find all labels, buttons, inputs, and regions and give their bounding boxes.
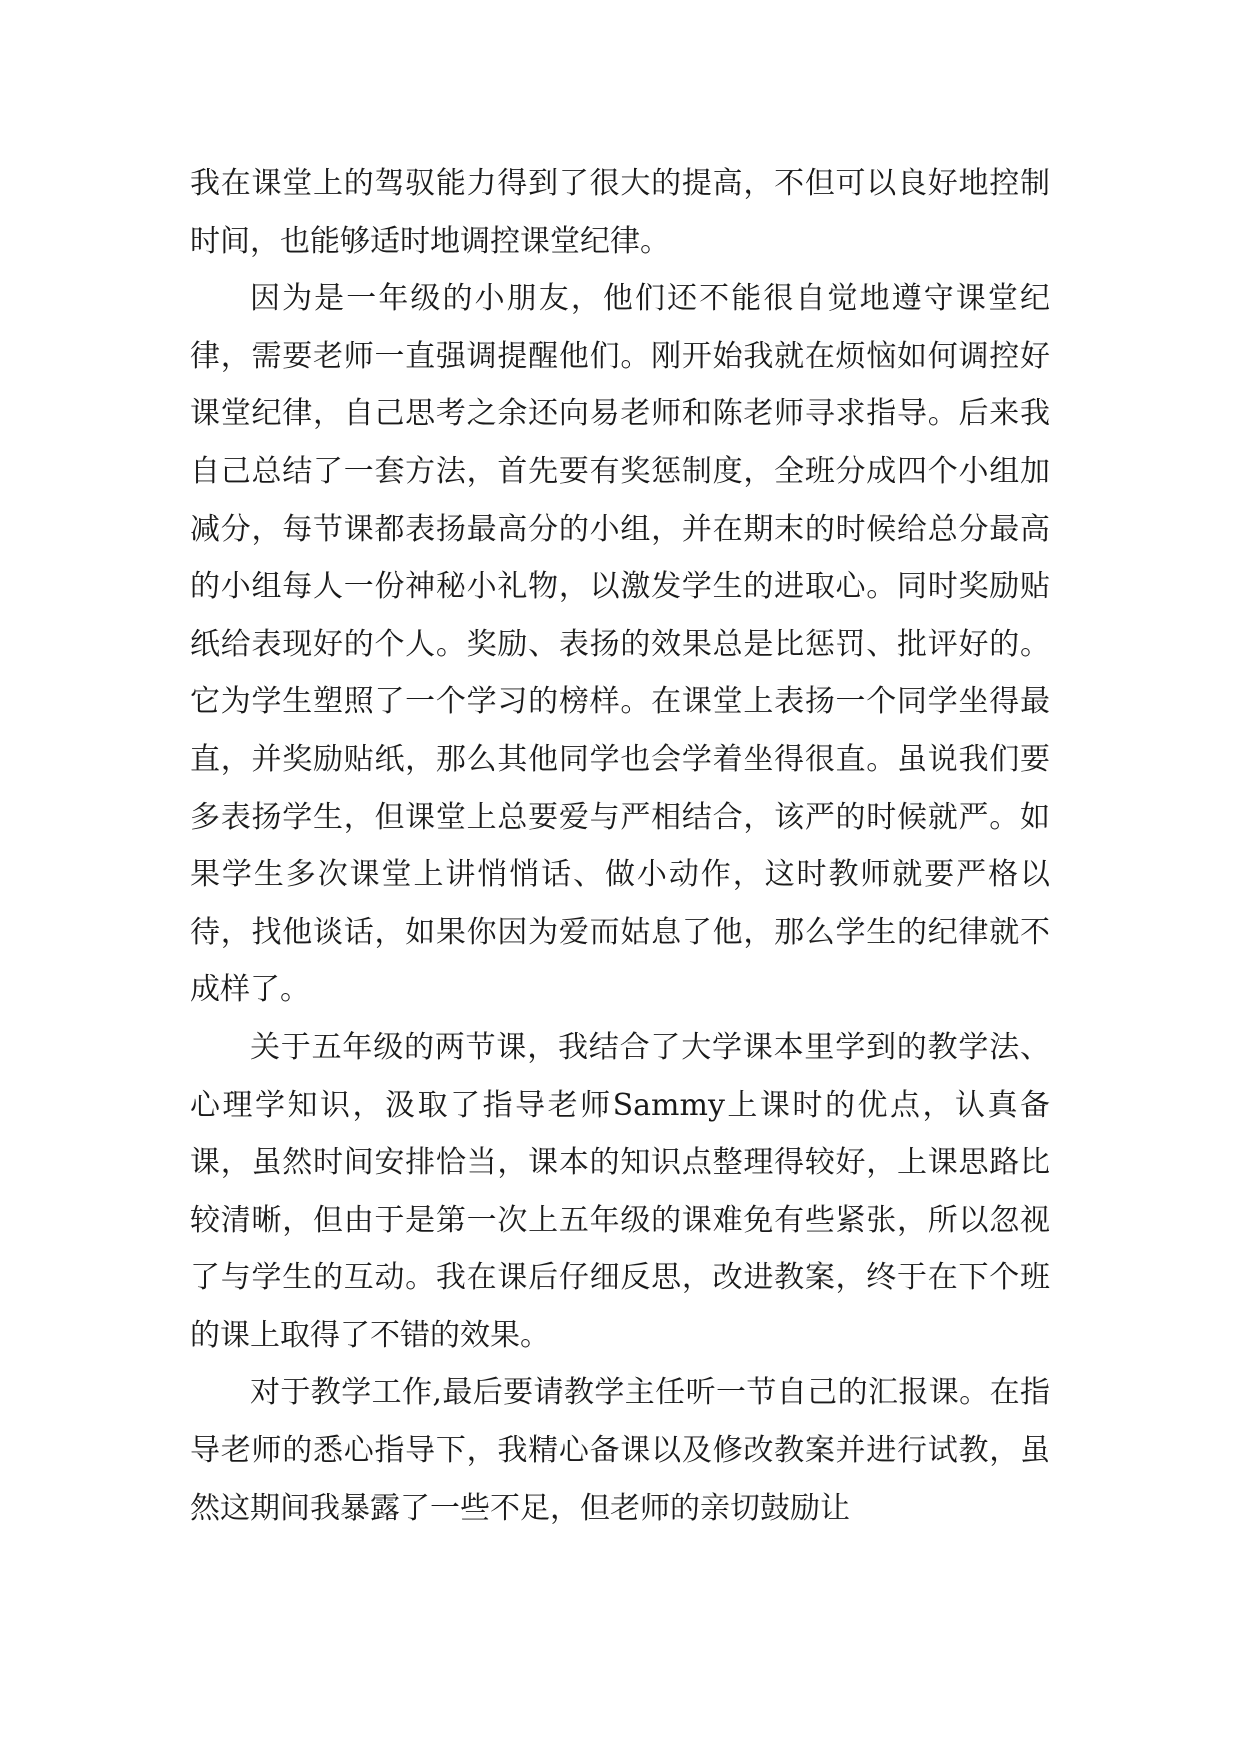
paragraph-1: 我在课堂上的驾驭能力得到了很大的提高，不但可以良好地控制时间，也能够适时地调控课堂纪律。: [190, 166, 1050, 259]
paragraph-4: 对于教学工作,最后要请教学主任听一节自己的汇报课。在指导老师的悉心指导下，我精心备课以及修改教案并进行试教，虽然这期间我暴露了一些不足，但老师的亲切鼓励让: [190, 1375, 1050, 1526]
paragraph-2: 因为是一年级的小朋友，他们还不能很自觉地遵守课堂纪律，需要老师一直强调提醒他们。刚开始我就在烦恼如何调控好课堂纪律，自己思考之余还向易老师和陈老师寻求指导。后来我自己总结了一套方法，首先要有奖惩制度，全班分成四个小组加减分，每节课都表扬最高分的小组，并在期末的时候给总分最高的小组每人一份神秘小礼物，以激发学生的进取心。同时奖励贴纸给表现好的个人。奖励、表扬的效果总是比惩罚、批评好的。它为学生塑照了一个学习的榜样。在课堂上表扬一个同学坐得最直，并奖励贴纸，那么其他同学也会学着坐得很直。虽说我们要多表扬学生，但课堂上总要爱与严相结合，该严的时候就严。如果学生多次课堂上讲悄悄话、做小动作，这时教师就要严格以待，找他谈话，如果你因为爱而姑息了他，那么学生的纪律就不成样了。: [190, 281, 1050, 1008]
paragraph-3: 关于五年级的两节课，我结合了大学课本里学到的教学法、心理学知识，汲取了指导老师Sammy上课时的优点，认真备课，虽然时间安排恰当，课本的知识点整理得较好，上课思路比较清晰，但由于是第一次上五年级的课难免有些紧张，所以忽视了与学生的互动。我在课后仔细反思，改进教案，终于在下个班的课上取得了不错的效果。: [190, 1029, 1050, 1353]
document-body: [190, 155, 1050, 1537]
